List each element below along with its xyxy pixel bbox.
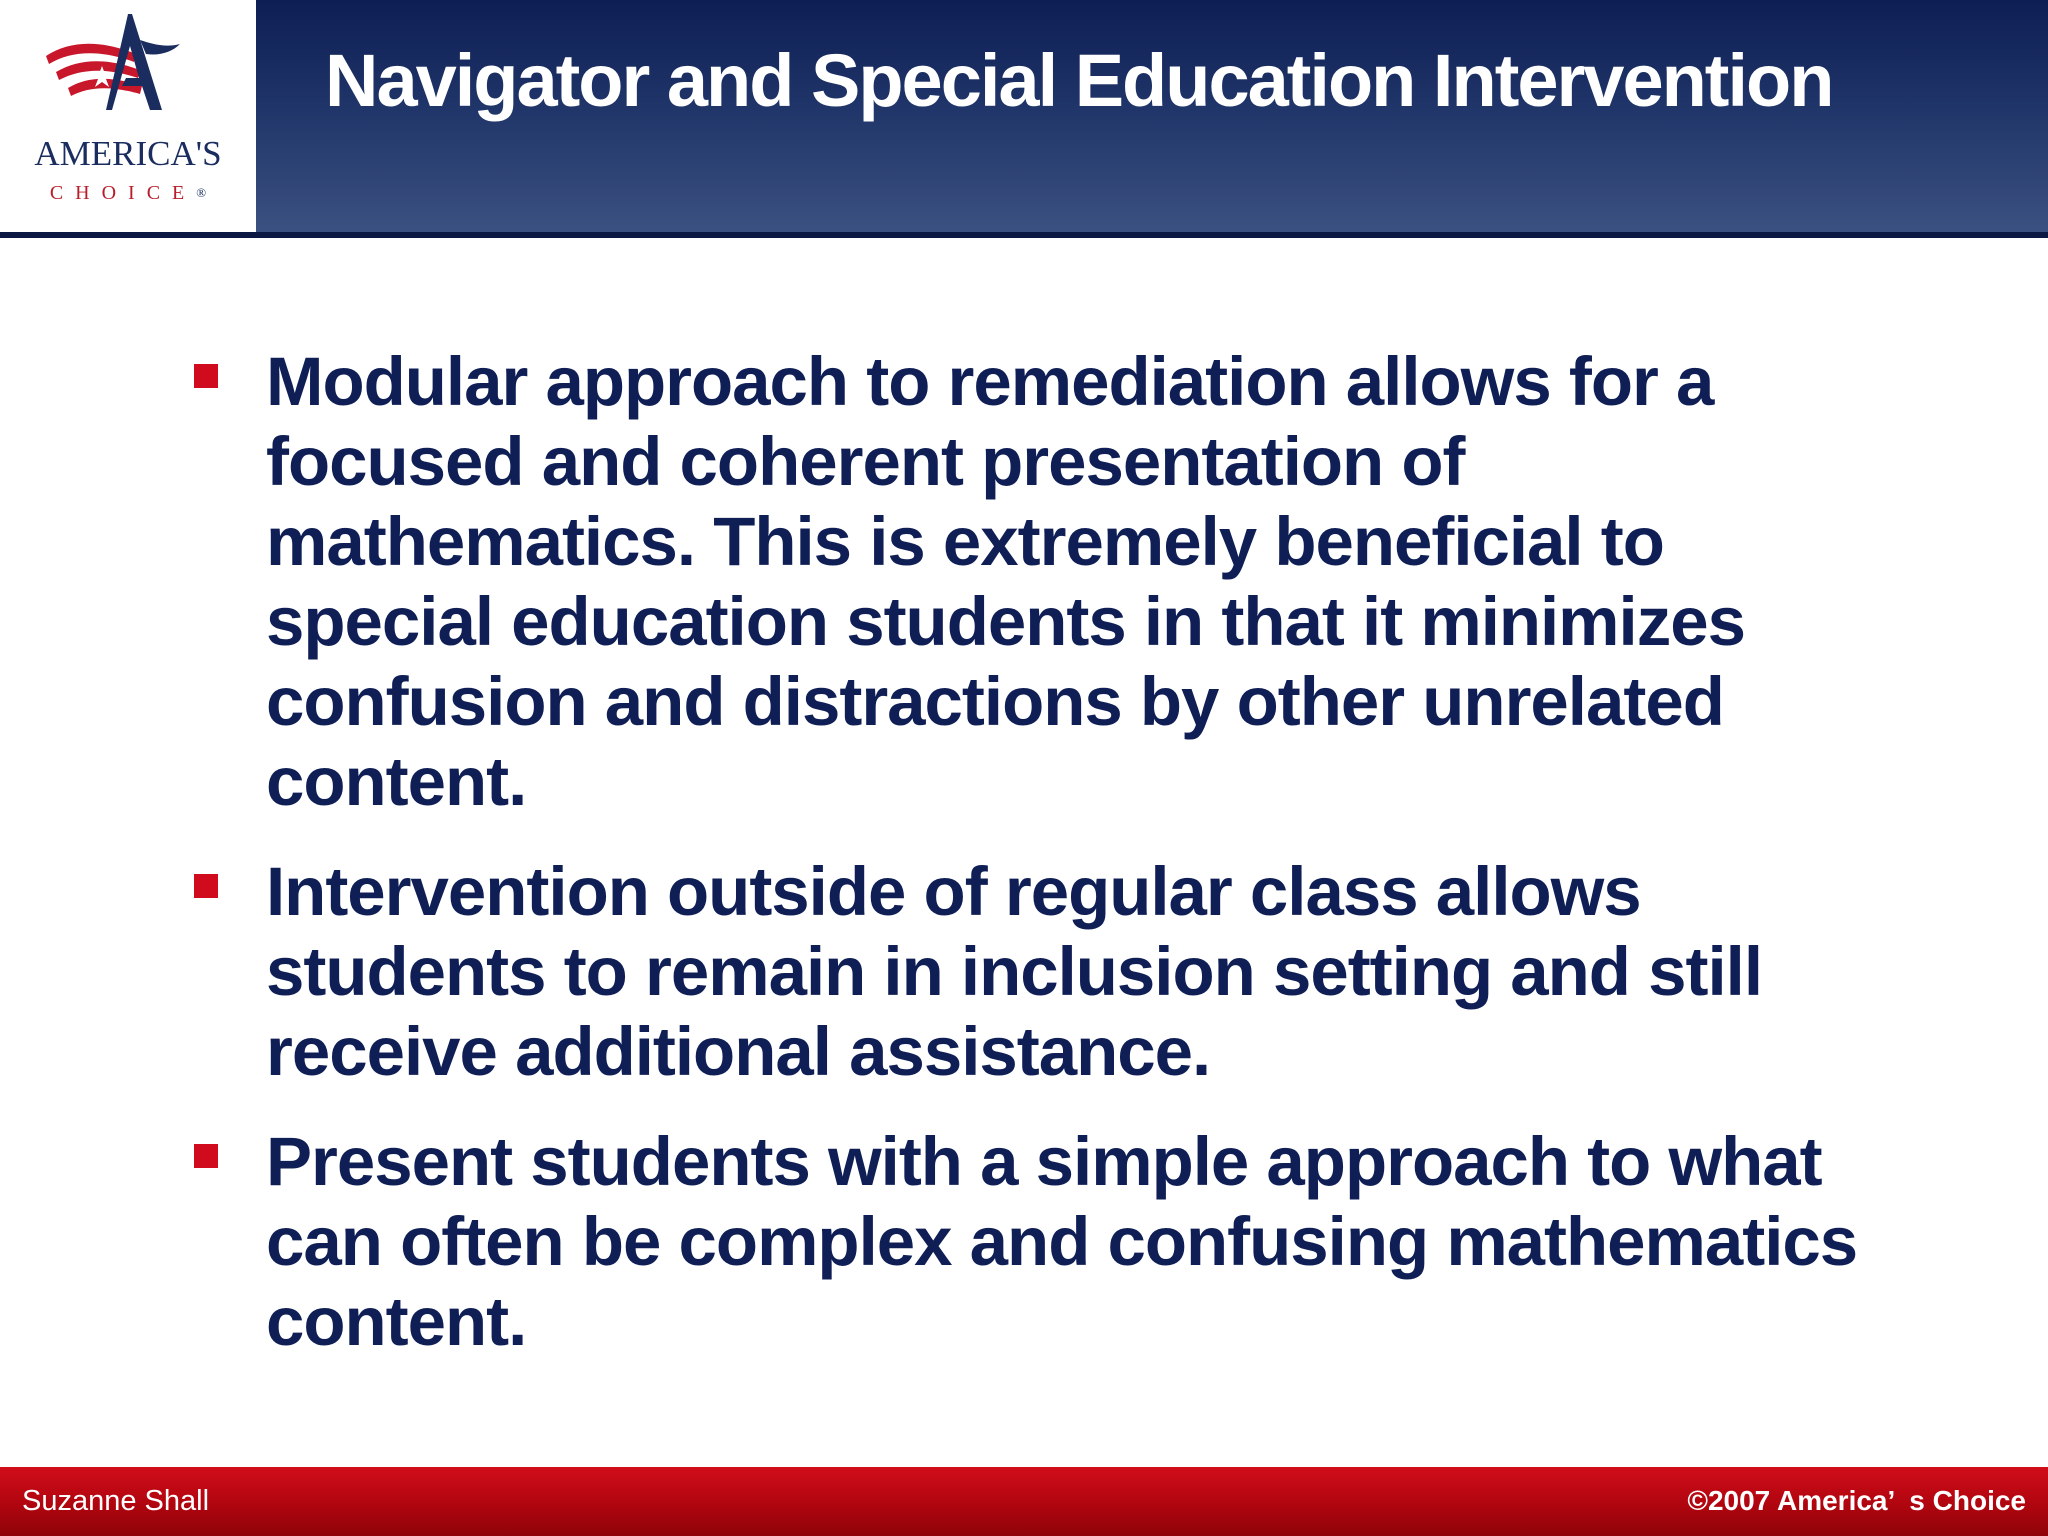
registered-mark: ® (196, 185, 207, 200)
bullet-item (194, 1122, 1894, 1362)
square-bullet-icon (194, 874, 218, 898)
americas-choice-logo (0, 0, 256, 232)
square-bullet-icon (194, 364, 218, 388)
header-divider (0, 232, 2048, 238)
slide-title: Navigator and Special Education Intervention (325, 39, 1833, 122)
footer-author: Suzanne Shall (22, 1485, 210, 1517)
bullet-text: Intervention outside of regular class allows students to remain in inclusion setting and still receive additional assistance. (266, 853, 1762, 1090)
square-bullet-icon (194, 1144, 218, 1168)
footer-band (0, 1467, 2048, 1536)
bullet-text: Present students with a simple approach to what can often be complex and confusing mathematics content. (266, 1123, 1858, 1360)
bullet-item (194, 342, 1894, 822)
flag-a-logo-icon (40, 10, 190, 120)
logo-wordmark: AMERICA'S (34, 134, 222, 173)
logo-subtitle (0, 182, 256, 205)
bullet-list (194, 342, 1894, 1392)
logo-subtitle-text: CHOICE (49, 182, 197, 204)
bullet-item (194, 852, 1894, 1092)
bullet-text: Modular approach to remediation allows for a focused and coherent presentation of mathematics. This is extremely beneficial to special education students in that it minimizes confusion and distractions by other unrelated content. (266, 343, 1745, 820)
footer-copyright: ©2007 America’ s Choice (1687, 1485, 2026, 1516)
